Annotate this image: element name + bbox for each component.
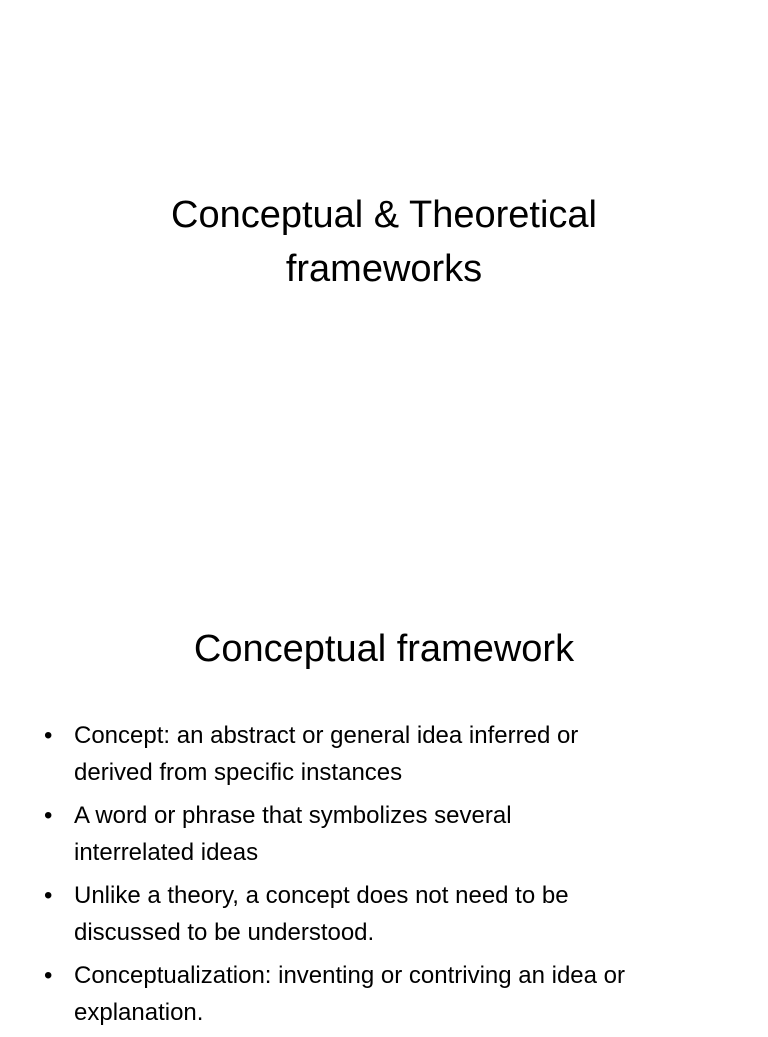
bullet-icon: •: [44, 962, 53, 989]
bullet-line: A word or phrase that symbolizes several: [74, 802, 512, 829]
bullet-line: discussed to be understood.: [74, 919, 375, 946]
bullet-line: derived from specific instances: [74, 759, 403, 786]
slide-heading: Conceptual framework: [193, 628, 575, 670]
bullet-item: [44, 957, 744, 1031]
bullet-text: [74, 797, 744, 871]
bullet-icon: •: [44, 722, 53, 749]
bullet-icon: •: [44, 882, 53, 909]
bullet-line: Concept: an abstract or general idea inferred or: [74, 722, 579, 749]
slide-title-heading: [84, 188, 684, 296]
bullet-text: [74, 877, 744, 951]
slide-title-line-2: frameworks: [285, 248, 483, 290]
bullet-icon: •: [44, 802, 53, 829]
bullet-item: [44, 877, 744, 951]
bullet-line: Unlike a theory, a concept does not need to be: [74, 882, 569, 909]
slide-conceptual-framework: [0, 576, 768, 1024]
slide-title-line-1: Conceptual & Theoretical: [171, 194, 597, 236]
bullet-line: interrelated ideas: [74, 839, 259, 866]
bullet-text: [74, 957, 744, 1031]
bullet-line: explanation.: [74, 999, 204, 1026]
bullet-list: [44, 717, 744, 1037]
bullet-item: [44, 717, 744, 791]
bullet-line: Conceptualization: inventing or contriving an idea or: [74, 962, 626, 989]
bullet-item: [44, 797, 744, 871]
bullet-text: [74, 717, 744, 791]
